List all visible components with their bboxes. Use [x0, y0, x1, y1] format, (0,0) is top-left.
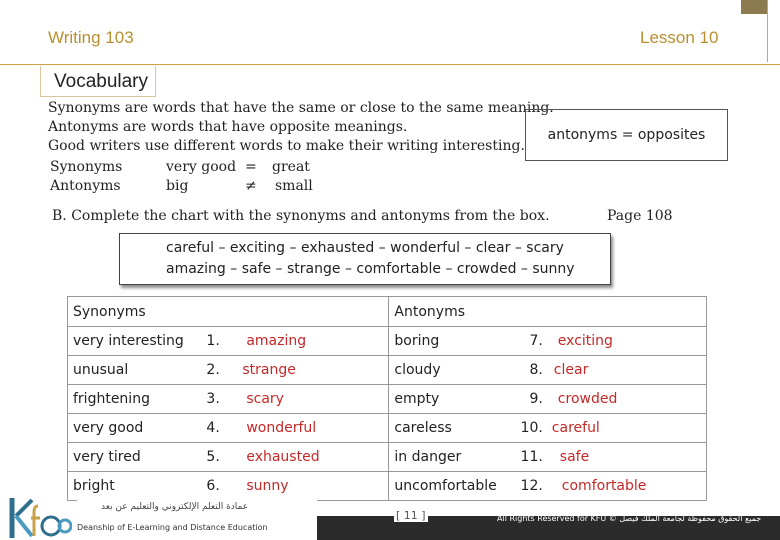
page-number: [ 11 ] [396, 509, 426, 522]
item-number: 3. [201, 385, 236, 414]
intro-line-2: Antonyms are words that have opposite meanings. [48, 119, 408, 135]
deanship-panel [77, 494, 317, 540]
example-word: big [166, 178, 189, 194]
section-title: Vocabulary [54, 71, 149, 92]
equals-symbol: = [245, 159, 257, 175]
example-word: small [275, 178, 313, 194]
corner-line [767, 0, 768, 62]
course-title: Writing 103 [48, 28, 134, 47]
example-label: Antonyms [50, 178, 121, 194]
synonym-answer: sunny [236, 472, 389, 501]
item-number: 9. [510, 385, 548, 414]
word-box [119, 233, 611, 285]
synonym-answer: scary [236, 385, 389, 414]
antonym-answer: crowded [548, 385, 707, 414]
word-box-line-2: amazing – safe – strange – comfortable – crowded – sunny [166, 261, 575, 277]
antonym-word: in danger [389, 443, 510, 472]
synonym-answer: strange [236, 356, 389, 385]
kfu-logo [4, 494, 72, 540]
word-box-line-1: careful – exciting – exhausted – wonderful – clear – scary [166, 240, 564, 256]
synonym-word: frightening [68, 385, 202, 414]
item-number: 12. [510, 472, 548, 501]
synonym-antonym-chart [67, 296, 707, 501]
callout-box: antonyms = opposites [525, 109, 728, 161]
example-label: Synonyms [50, 159, 123, 175]
task-instruction: B. Complete the chart with the synonyms and antonyms from the box. [52, 208, 550, 224]
chart-header-row [68, 297, 707, 327]
synonyms-header: Synonyms [68, 297, 389, 327]
synonym-answer: exhausted [236, 443, 389, 472]
intro-line-3: Good writers use different words to make their writing interesting. [48, 138, 525, 154]
antonym-word: uncomfortable [389, 472, 510, 501]
synonym-word: very tired [68, 443, 202, 472]
item-number: 11. [510, 443, 548, 472]
antonym-answer: exciting [548, 327, 707, 356]
antonym-word: cloudy [389, 356, 510, 385]
synonym-word: very good [68, 414, 202, 443]
item-number: 6. [201, 472, 236, 501]
synonym-word: unusual [68, 356, 202, 385]
section-tab [40, 66, 156, 97]
lesson-title: Lesson 10 [640, 28, 719, 47]
synonym-answer: amazing [236, 327, 389, 356]
table-row [68, 414, 707, 443]
antonym-answer: clear [548, 356, 707, 385]
item-number: 1. [201, 327, 236, 356]
item-number: 10. [510, 414, 548, 443]
example-word: very good [166, 159, 237, 175]
example-word: great [272, 159, 310, 175]
antonyms-header: Antonyms [389, 297, 707, 327]
table-row [68, 327, 707, 356]
synonym-word: very interesting [68, 327, 202, 356]
antonym-answer: careful [548, 414, 707, 443]
corner-decoration [741, 0, 767, 14]
item-number: 4. [201, 414, 236, 443]
not-equal-symbol: ≠ [245, 178, 257, 194]
item-number: 2. [201, 356, 236, 385]
table-row [68, 356, 707, 385]
table-row [68, 385, 707, 414]
antonym-answer: safe [548, 443, 707, 472]
page-reference: Page 108 [607, 208, 673, 224]
item-number: 7. [510, 327, 548, 356]
copyright-notice: All Rights Reserved for KFU © جميع الحقوق محفوظة لجامعة الملك فيصل [497, 514, 762, 523]
table-row [68, 443, 707, 472]
antonym-word: empty [389, 385, 510, 414]
synonym-answer: wonderful [236, 414, 389, 443]
intro-line-1: Synonyms are words that have the same or close to the same meaning. [48, 100, 554, 116]
antonym-word: boring [389, 327, 510, 356]
deanship-arabic: عمادة التعلم الإلكتروني والتعليم عن بعد [101, 502, 249, 512]
header-divider [0, 64, 780, 65]
synonym-word: bright [68, 472, 202, 501]
item-number: 8. [510, 356, 548, 385]
antonym-answer: comfortable [548, 472, 707, 501]
antonym-word: careless [389, 414, 510, 443]
deanship-name: Deanship of E-Learning and Distance Education [77, 523, 268, 532]
item-number: 5. [201, 443, 236, 472]
